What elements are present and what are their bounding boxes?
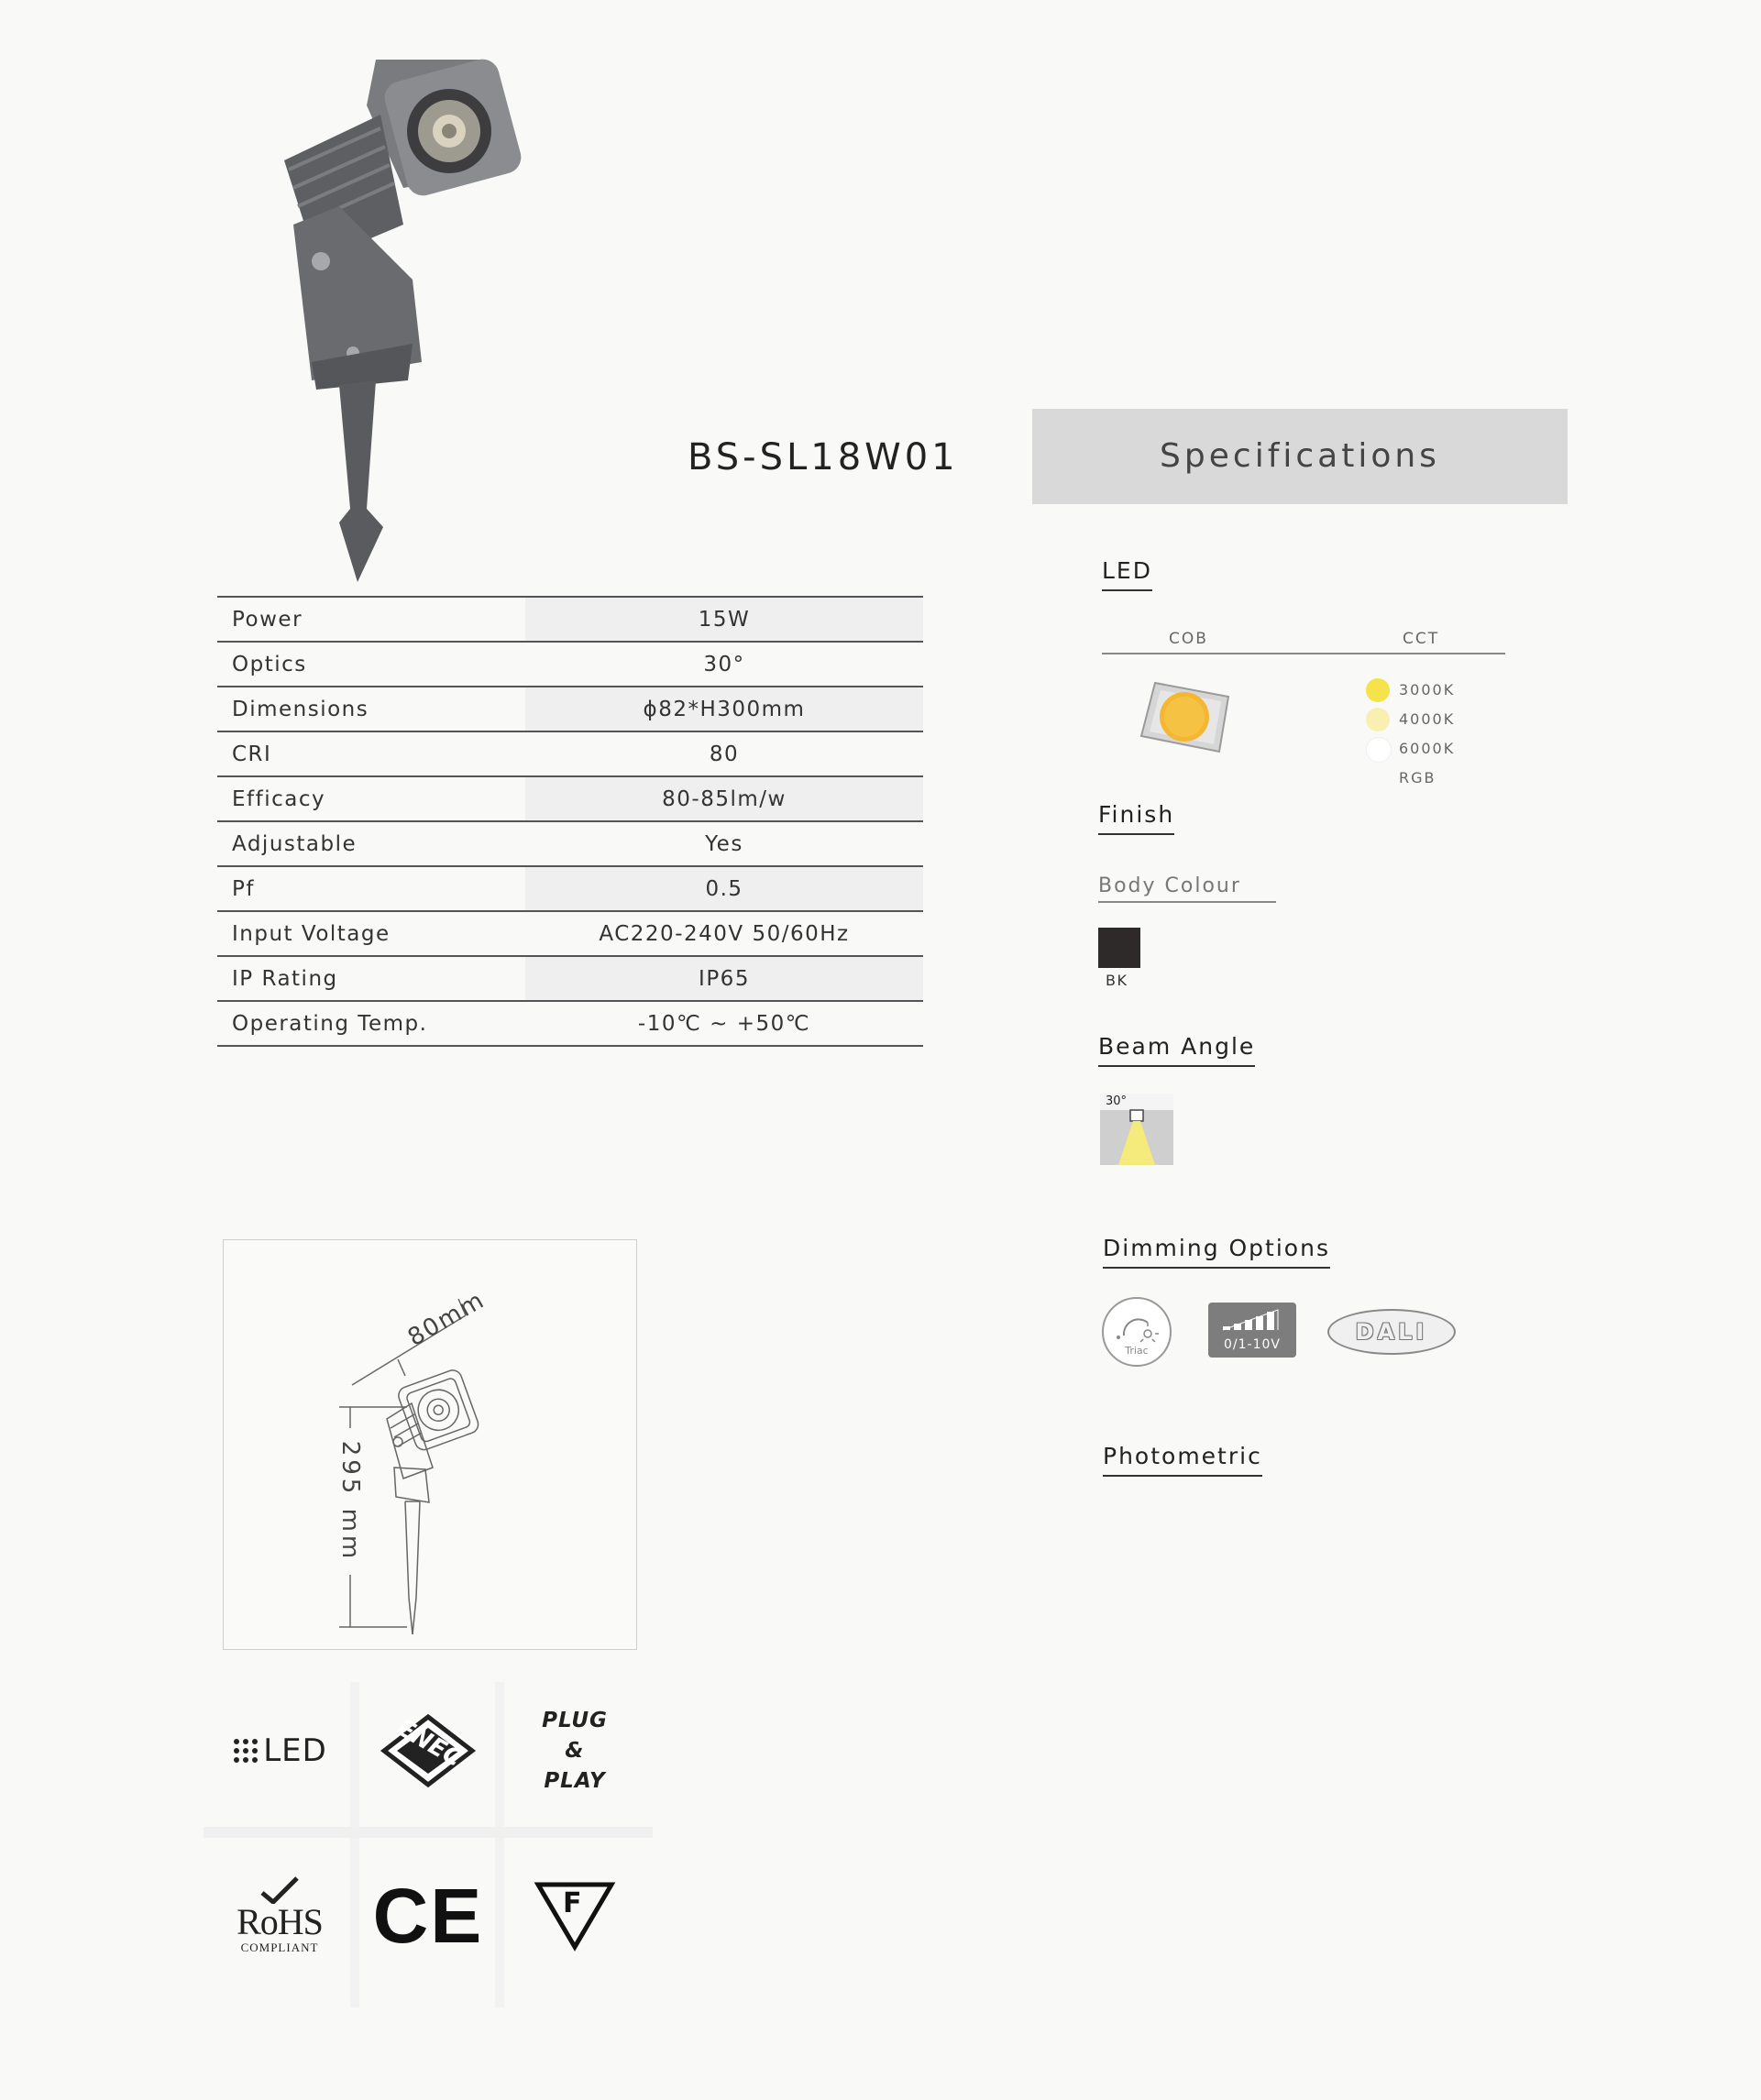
dali-icon — [1327, 1309, 1456, 1355]
product-photo — [275, 50, 532, 582]
specifications-title: Specifications — [1160, 437, 1440, 475]
spec-label: Input Voltage — [217, 911, 525, 956]
and-label: & — [565, 1738, 585, 1763]
spec-value: -10℃ ~ +50℃ — [525, 1001, 923, 1046]
spec-label: CRI — [217, 731, 525, 776]
spec-value: IP65 — [525, 956, 923, 1001]
spec-row — [217, 687, 923, 731]
spec-row — [217, 1001, 923, 1046]
ce-cert-badge — [359, 1847, 497, 1985]
rohs-sub-label: COMPLIANT — [240, 1941, 319, 1954]
spec-row — [217, 821, 923, 866]
rohs-label: RoHS — [237, 1901, 323, 1942]
cct-swatch-6000k — [1366, 737, 1392, 763]
plug-label: PLUG — [542, 1708, 608, 1732]
rohs-check-icon — [257, 1876, 303, 1904]
spec-row — [217, 911, 923, 956]
dimming-section-title: Dimming Options — [1103, 1235, 1330, 1269]
cct-label-6000k: 6000K — [1399, 740, 1456, 757]
finish-section-title: Finish — [1098, 801, 1174, 835]
model-number: BS-SL18W01 — [688, 436, 959, 478]
spec-row — [217, 866, 923, 911]
body-colour-label: Body Colour — [1098, 874, 1276, 903]
cct-label-3000k: 3000K — [1399, 681, 1456, 698]
beam-angle-icon — [1100, 1094, 1173, 1165]
spec-label: Adjustable — [217, 821, 525, 866]
led-cert-badge — [211, 1682, 348, 1820]
led-header-row — [1102, 653, 1505, 654]
led-section-title: LED — [1102, 557, 1152, 591]
cct-label: CCT — [1403, 630, 1440, 648]
width-dimension-label: 80mm — [403, 1286, 490, 1352]
height-dimension-label: 295 mm — [336, 1440, 364, 1563]
spec-row — [217, 956, 923, 1001]
cct-label-rgb: RGB — [1399, 769, 1436, 786]
ce-label: CE — [372, 1872, 484, 1959]
spec-value: ϕ82*H300mm — [525, 687, 923, 731]
led-cert-label: LED — [263, 1732, 327, 1769]
play-label: PLAY — [544, 1768, 606, 1793]
dali-label: DALI — [1355, 1319, 1428, 1345]
spec-table — [217, 596, 923, 1047]
spec-value: AC220-240V 50/60Hz — [525, 911, 923, 956]
spec-value: 80 — [525, 731, 923, 776]
photometric-section-title: Photometric — [1103, 1443, 1262, 1477]
colour-code-bk: BK — [1106, 972, 1128, 989]
spec-label: Optics — [217, 642, 525, 687]
cob-chip-icon — [1137, 674, 1238, 756]
f-mark-badge — [506, 1847, 644, 1985]
certifications-grid — [204, 1682, 653, 2007]
rohs-cert-badge — [211, 1847, 348, 1985]
spec-value: Yes — [525, 821, 923, 866]
led-dots-icon — [232, 1737, 259, 1765]
analog-dimming-icon — [1208, 1303, 1296, 1358]
beam-angle-section-title: Beam Angle — [1098, 1033, 1255, 1067]
triac-icon — [1102, 1297, 1172, 1367]
f-mark-label: F — [563, 1887, 583, 1919]
spec-value: 30° — [525, 642, 923, 687]
beam-angle-value: 30° — [1106, 1094, 1128, 1108]
spec-value: 15W — [525, 597, 923, 642]
triac-label: Triac — [1125, 1345, 1149, 1357]
cct-swatch-3000k — [1366, 678, 1390, 702]
spec-value: 0.5 — [525, 866, 923, 911]
specifications-header — [1032, 409, 1568, 504]
colour-swatch-bk — [1098, 928, 1140, 968]
cct-label-4000k: 4000K — [1399, 710, 1456, 728]
plug-and-play-badge — [506, 1682, 644, 1820]
spec-label: Dimensions — [217, 687, 525, 731]
cob-label: COB — [1169, 630, 1208, 648]
spec-label: Efficacy — [217, 776, 525, 821]
dimension-drawing — [223, 1239, 637, 1650]
spec-row — [217, 642, 923, 687]
spec-label: Pf — [217, 866, 525, 911]
spec-row — [217, 776, 923, 821]
cct-swatch-4000k — [1366, 708, 1390, 731]
spec-value: 80-85lm/w — [525, 776, 923, 821]
spec-label: Power — [217, 597, 525, 642]
analog-dimming-label: 0/1-10V — [1224, 1337, 1281, 1352]
spec-row — [217, 731, 923, 776]
enec-cert-badge — [359, 1682, 497, 1820]
spec-label: IP Rating — [217, 956, 525, 1001]
spec-row — [217, 597, 923, 642]
enec-label: ENEC — [391, 1713, 467, 1774]
spec-label: Operating Temp. — [217, 1001, 525, 1046]
